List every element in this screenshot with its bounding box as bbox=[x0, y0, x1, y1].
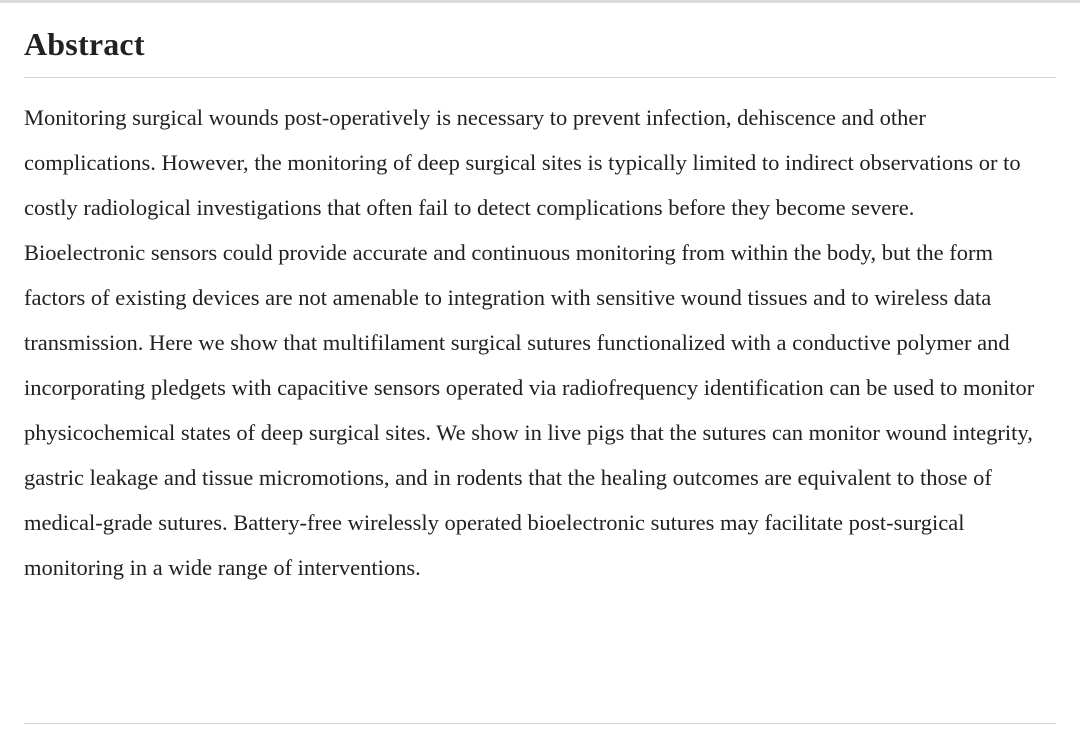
top-divider bbox=[0, 0, 1080, 3]
abstract-text: Monitoring surgical wounds post-operatively is necessary to prevent infection, dehiscence and other complications. However, the monitoring of deep surgical sites is typically limited to indirect observations or to costly radiological investigations that often fail to detect complications before they become severe. Bioelectronic sensors could provide accurate and continuous monitoring from within the body, but the form factors of existing devices are not amenable to integration with sensitive wound tissues and to wireless data transmission. Here we show that multifilament surgical sutures functionalized with a conductive polymer and incorporating pledgets with capacitive sensors operated via radiofrequency identification can be used to monitor physicochemical states of deep surgical sites. We show in live pigs that the sutures can monitor wound integrity, gastric leakage and tissue micromotions, and in rodents that the healing outcomes are equivalent to those of medical-grade sutures. Battery-free wirelessly operated bioelectronic sutures may facilitate post-surgical monitoring in a wide range of interventions. bbox=[24, 105, 1035, 580]
bottom-divider bbox=[24, 723, 1056, 724]
section-title: Abstract bbox=[24, 26, 145, 62]
